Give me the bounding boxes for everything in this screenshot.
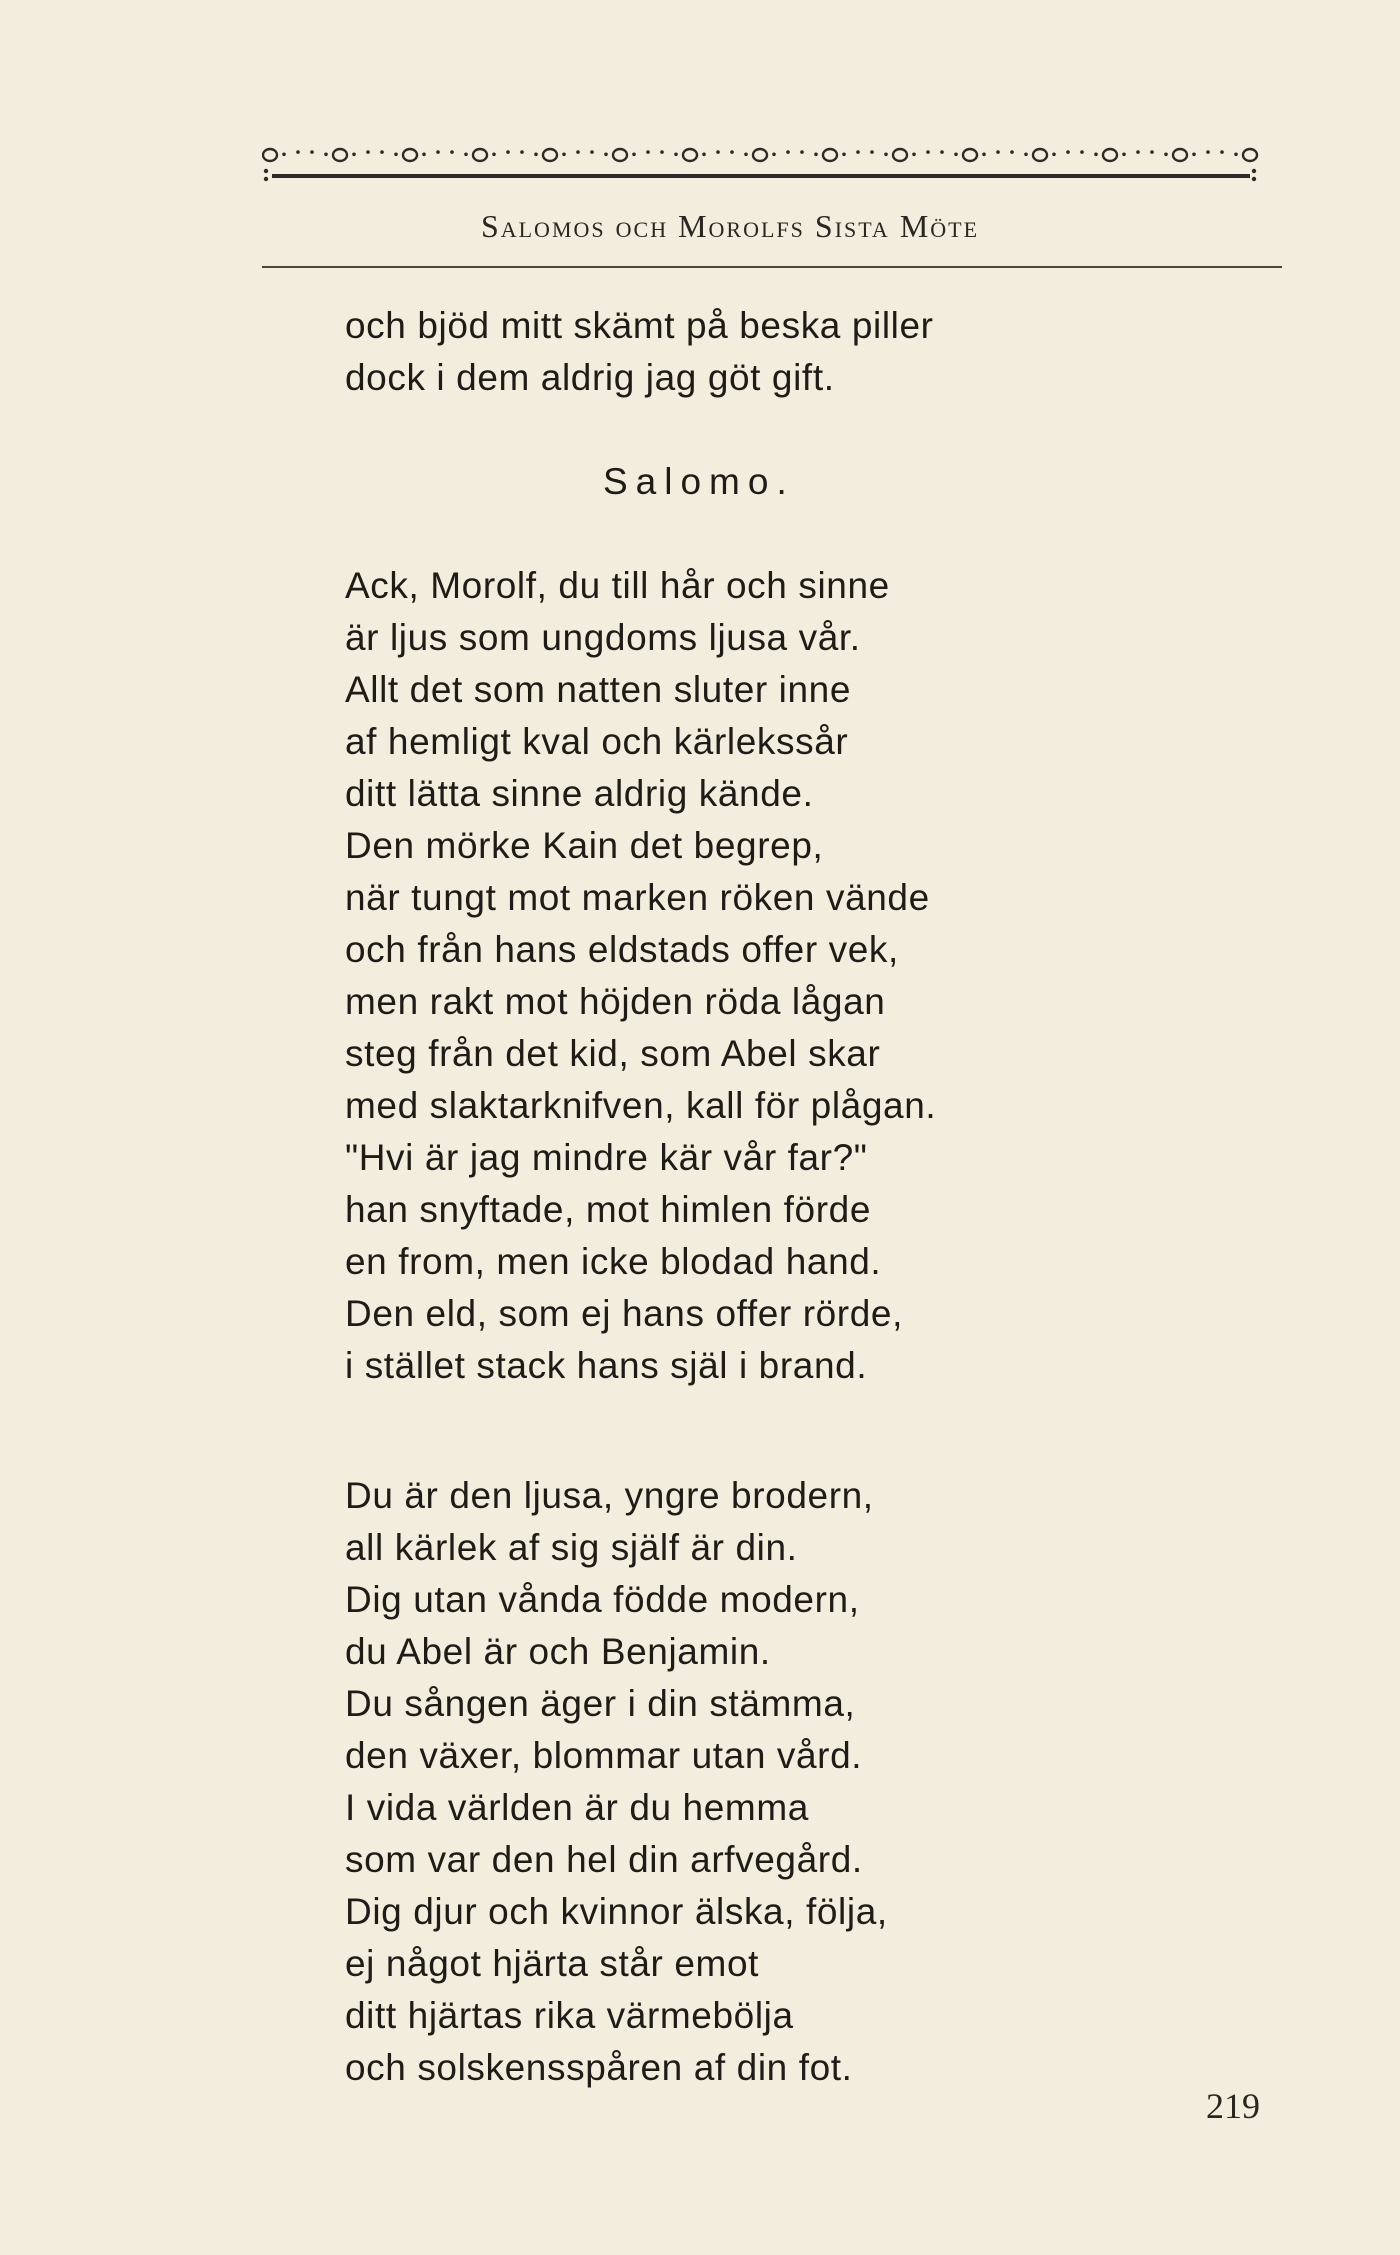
ornament-border (262, 135, 1260, 205)
verse-line: är ljus som ungdoms ljusa vår. (345, 617, 861, 658)
verse-line: ditt hjärtas rika värmebölja (345, 1995, 794, 2036)
speaker-name: Salomo. (603, 461, 795, 502)
stanza-gap (345, 1392, 1245, 1470)
verse-line: Du sången äger i din stämma, (345, 1683, 856, 1724)
verse-line: den växer, blommar utan vård. (345, 1735, 863, 1776)
verse-line: steg från det kid, som Abel skar (345, 1033, 881, 1074)
verse-line: du Abel är och Benjamin. (345, 1631, 771, 1672)
stanza-3 (345, 1470, 1245, 2094)
verse-line: "Hvi är jag mindre kär vår far?" (345, 1137, 868, 1178)
verse-line: ej något hjärta står emot (345, 1943, 759, 1984)
verse-line: Den eld, som ej hans offer rörde, (345, 1293, 903, 1334)
page-number: 219 (1206, 2086, 1260, 2126)
stanza-gap (345, 508, 1245, 560)
verse-line: i stället stack hans själ i brand. (345, 1345, 868, 1386)
verse-line: Du är den ljusa, yngre brodern, (345, 1475, 874, 1516)
verse-line: och bjöd mitt skämt på beska piller (345, 305, 934, 346)
verse-line: Dig djur och kvinnor älska, följa, (345, 1891, 888, 1932)
verse-line: som var den hel din arfvegård. (345, 1839, 863, 1880)
verse-line: han snyftade, mot himlen förde (345, 1189, 872, 1230)
header-rule (262, 266, 1282, 268)
verse-line: när tungt mot marken röken vände (345, 877, 930, 918)
stanza-2 (345, 560, 1245, 1392)
verse-line: ditt lätta sinne aldrig kände. (345, 773, 814, 814)
verse-line: Dig utan vånda födde modern, (345, 1579, 860, 1620)
verse-line: all kärlek af sig själf är din. (345, 1527, 798, 1568)
verse-line: en from, men icke blodad hand. (345, 1241, 882, 1282)
verse-line: dock i dem aldrig jag göt gift. (345, 357, 835, 398)
verse-line: med slaktarknifven, kall för plågan. (345, 1085, 937, 1126)
verse-line: Den mörke Kain det begrep, (345, 825, 824, 866)
verse-line: Ack, Morolf, du till hår och sinne (345, 565, 890, 606)
verse-line: men rakt mot höjden röda lågan (345, 981, 886, 1022)
stanza-1 (345, 300, 1245, 404)
verse-line: I vida världen är du hemma (345, 1787, 809, 1828)
ornament-chain-icon (262, 135, 1260, 205)
poem-body (345, 300, 1245, 2094)
verse-line: af hemligt kval och kärlekssår (345, 721, 849, 762)
verse-line: och från hans eldstads offer vek, (345, 929, 899, 970)
verse-line: och solskensspåren af din fot. (345, 2047, 853, 2088)
verse-line: Allt det som natten sluter inne (345, 669, 852, 710)
stanza-gap (345, 404, 1245, 456)
running-head: Salomos och Morolfs Sista Möte (480, 208, 980, 244)
